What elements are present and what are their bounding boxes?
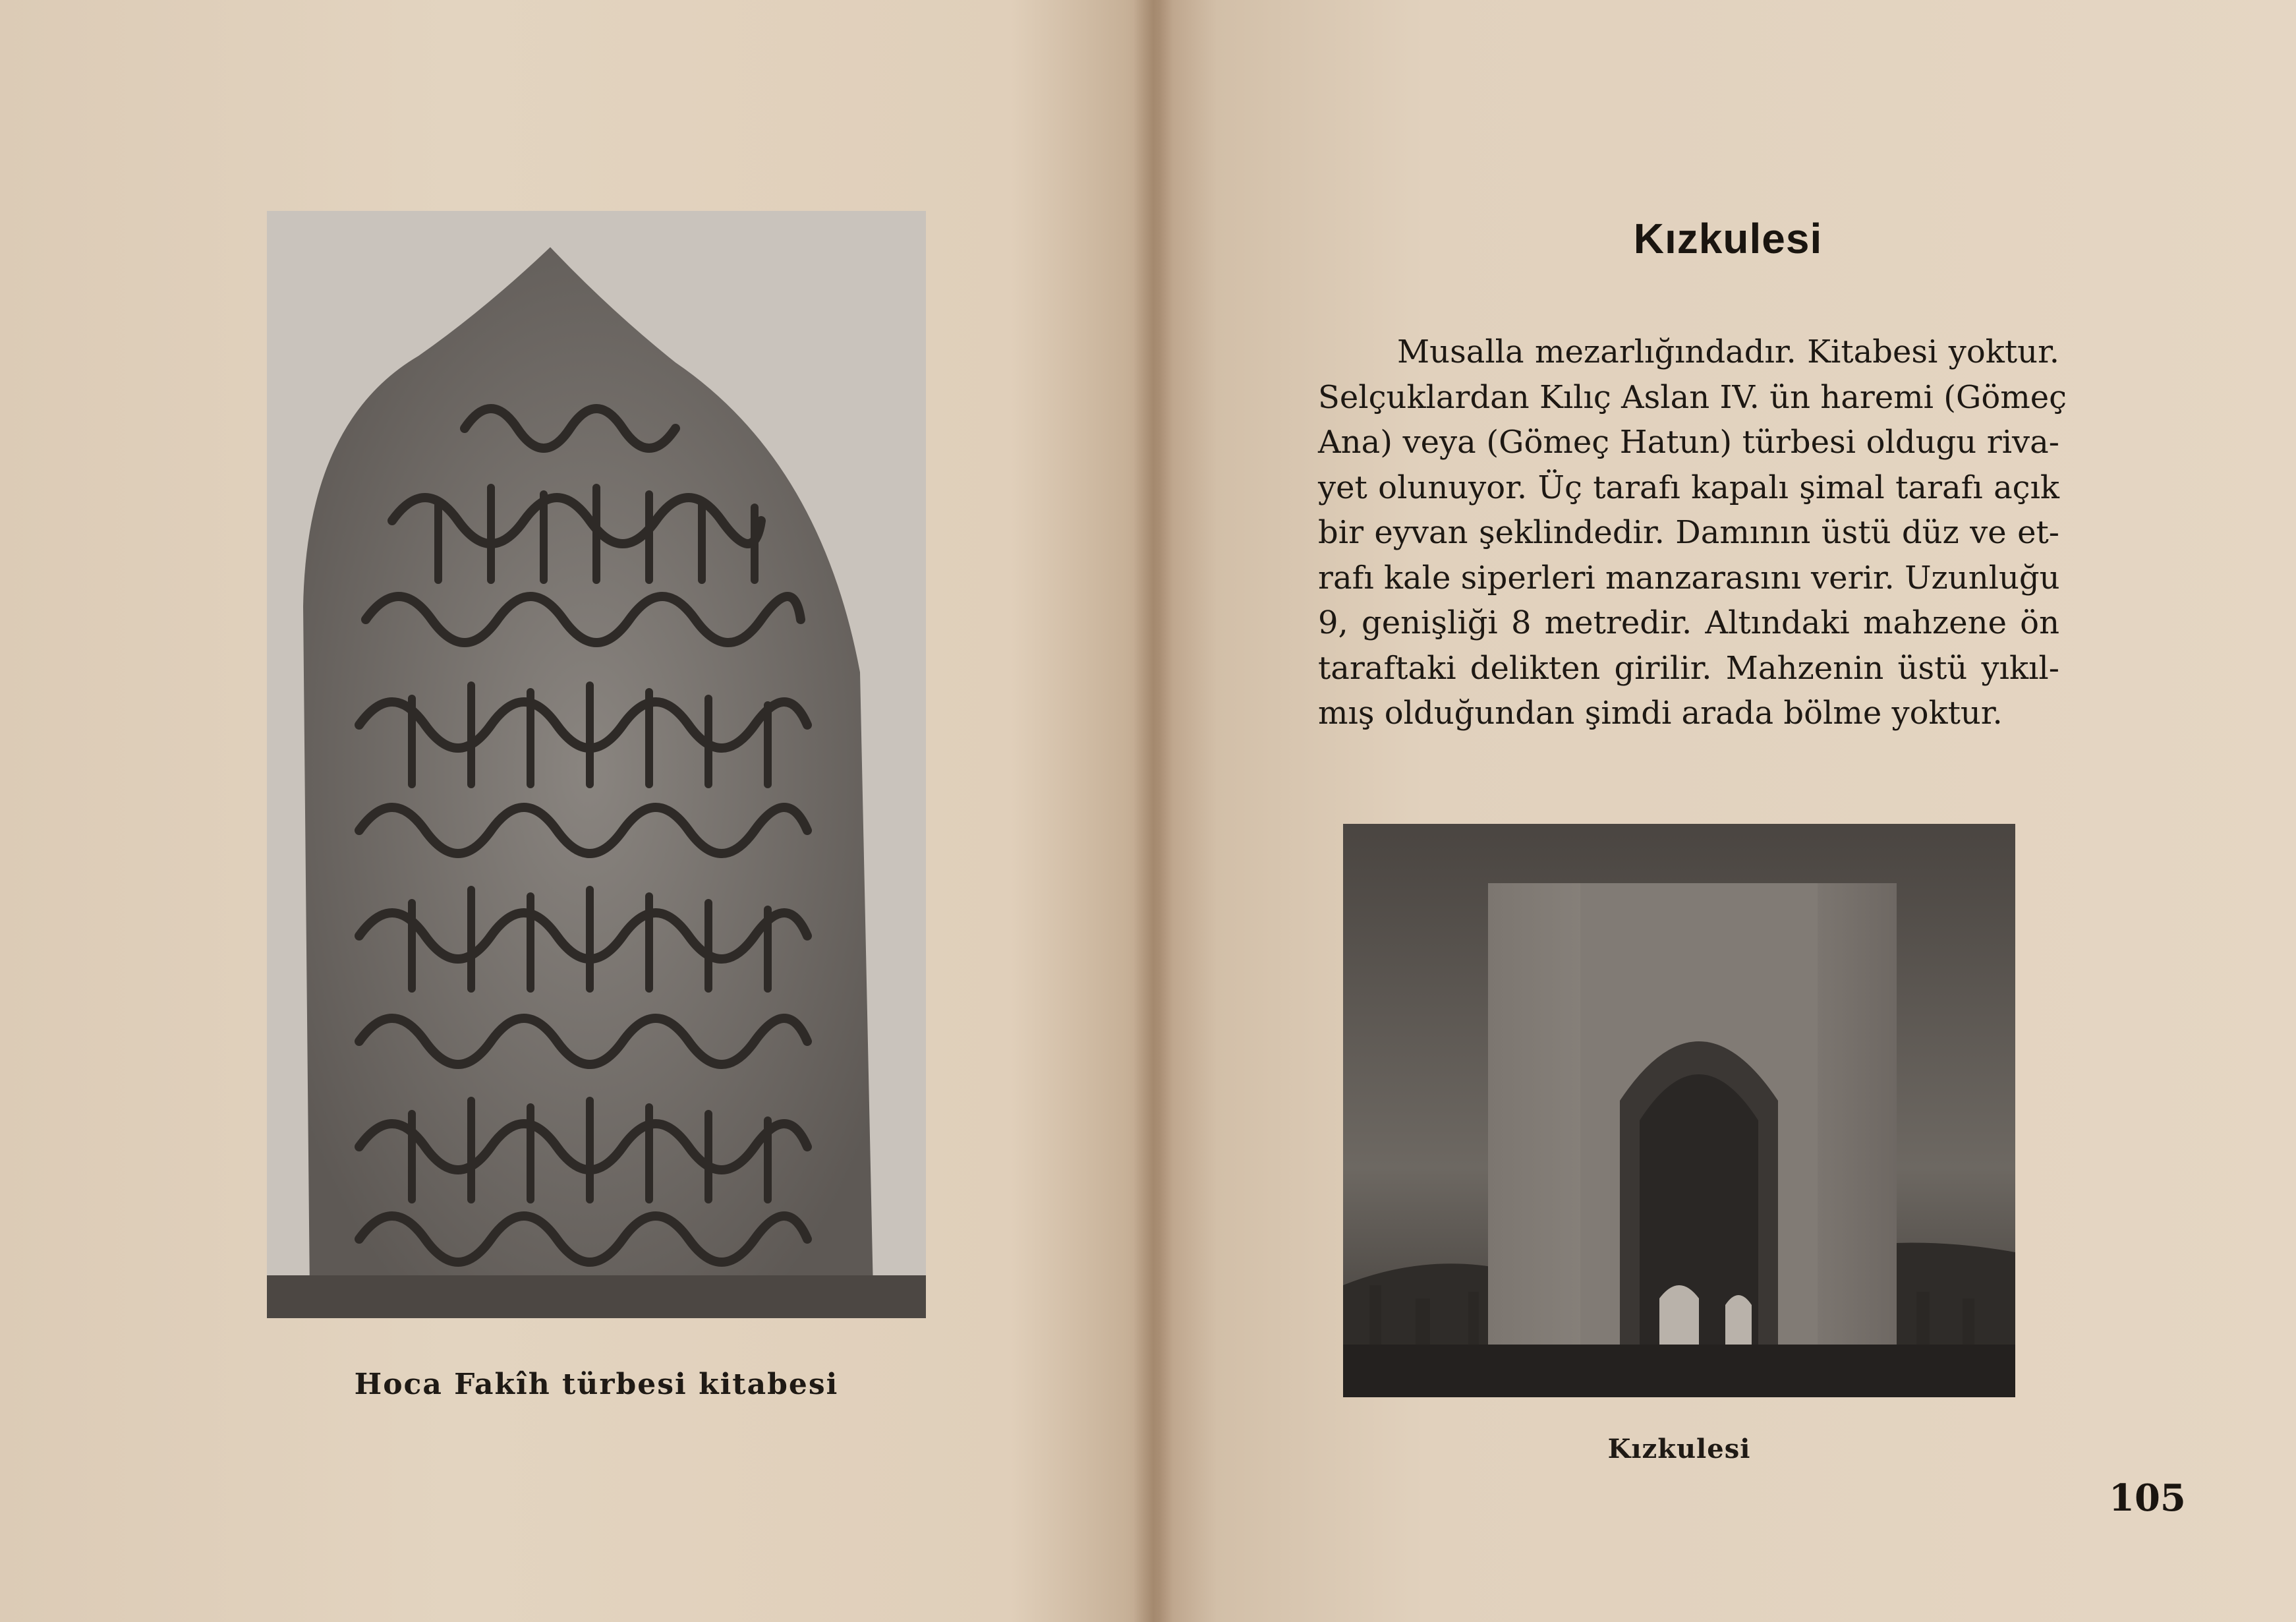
paragraph-line: rafı kale siperleri manzarasını verir. Uzunluğu — [1318, 559, 2060, 596]
kizkulesi-photo — [1343, 824, 2015, 1397]
paragraph-line: taraftaki delikten girilir. Mahzenin üstü yıkıl- — [1318, 649, 2059, 687]
page-title: Kızkulesi — [1633, 215, 1823, 262]
tombstone-inscription-photo — [267, 211, 926, 1318]
paragraph-line: yet olunuyor. Üç tarafı kapalı şimal tarafı açık — [1318, 469, 2059, 506]
left-page — [0, 0, 1143, 1622]
body-paragraph — [1318, 330, 2067, 736]
paragraph-line: bir eyvan şeklindedir. Damının üstü düz ve et- — [1318, 514, 2059, 551]
right-page — [1160, 0, 2296, 1622]
paragraph-line: Ana) veya (Gömeç Hatun) türbesi oldugu riva- — [1318, 424, 2059, 461]
paragraph-line: Musalla mezarlığındadır. Kitabesi yoktur. — [1397, 333, 2059, 370]
paragraph-line: mış olduğundan şimdi arada bölme yoktur. — [1318, 695, 2003, 732]
page-number: 105 — [2109, 1476, 2186, 1520]
paragraph-line: Selçuklardan Kılıç Aslan IV. ün haremi (Gömeç — [1318, 378, 2067, 416]
right-photo-caption: Kızkulesi — [1607, 1434, 1751, 1464]
paragraph-line: 9, genişliği 8 metredir. Altındaki mahzene ön — [1318, 604, 2059, 641]
left-photo-caption: Hoca Fakîh türbesi kitabesi — [354, 1368, 839, 1401]
